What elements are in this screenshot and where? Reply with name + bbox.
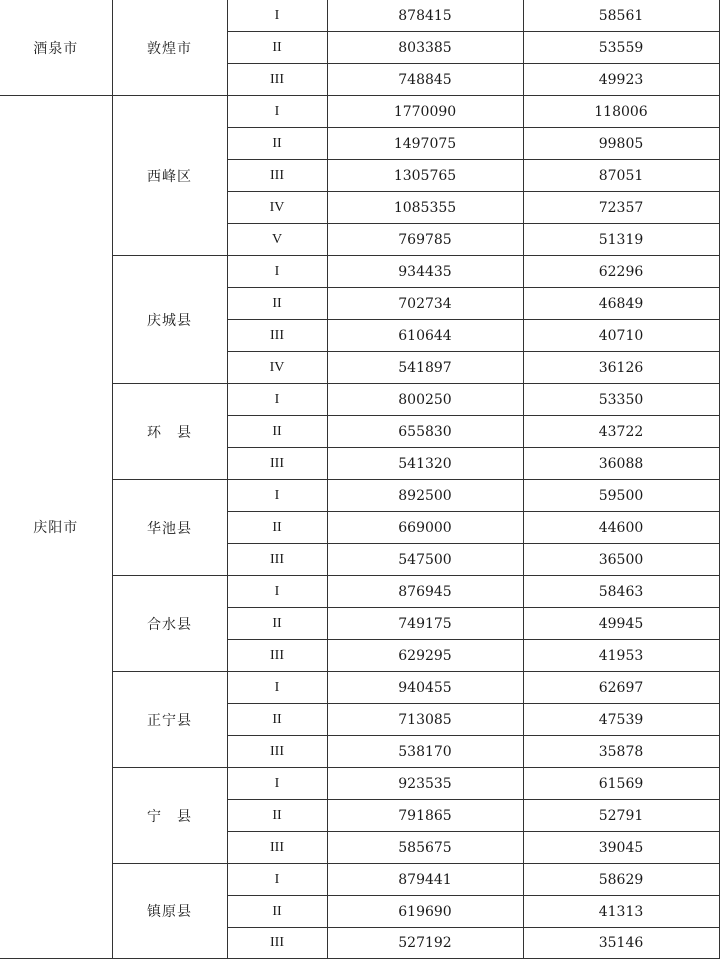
unit-value-cell: 62296 (523, 256, 719, 288)
grade-cell: III (227, 736, 327, 768)
unit-value-cell: 46849 (523, 288, 719, 320)
grade-cell: I (227, 256, 327, 288)
value-cell: 1305765 (327, 160, 523, 192)
grade-cell: I (227, 384, 327, 416)
county-cell: 镇原县 (112, 864, 227, 959)
grade-cell: IV (227, 352, 327, 384)
city-cell: 酒泉市 (0, 0, 112, 96)
value-cell: 1085355 (327, 192, 523, 224)
value-cell: 769785 (327, 224, 523, 256)
county-cell: 合水县 (112, 576, 227, 672)
grade-cell: II (227, 288, 327, 320)
value-cell: 702734 (327, 288, 523, 320)
unit-value-cell: 53350 (523, 384, 719, 416)
unit-value-cell: 51319 (523, 224, 719, 256)
unit-value-cell: 72357 (523, 192, 719, 224)
value-cell: 610644 (327, 320, 523, 352)
grade-cell: II (227, 416, 327, 448)
unit-value-cell: 43722 (523, 416, 719, 448)
grade-cell: II (227, 32, 327, 64)
value-cell: 803385 (327, 32, 523, 64)
grade-cell: III (227, 928, 327, 959)
county-cell: 宁 县 (112, 768, 227, 864)
unit-value-cell: 41313 (523, 896, 719, 928)
county-cell: 华池县 (112, 480, 227, 576)
value-cell: 629295 (327, 640, 523, 672)
value-cell: 541320 (327, 448, 523, 480)
grade-cell: I (227, 672, 327, 704)
unit-value-cell: 41953 (523, 640, 719, 672)
value-cell: 547500 (327, 544, 523, 576)
grade-cell: I (227, 768, 327, 800)
grade-cell: II (227, 704, 327, 736)
value-cell: 669000 (327, 512, 523, 544)
grade-cell: I (227, 864, 327, 896)
value-cell: 800250 (327, 384, 523, 416)
unit-value-cell: 58463 (523, 576, 719, 608)
grade-cell: III (227, 64, 327, 96)
value-cell: 940455 (327, 672, 523, 704)
value-cell: 619690 (327, 896, 523, 928)
grade-cell: III (227, 640, 327, 672)
value-cell: 1770090 (327, 96, 523, 128)
table-row (0, 0, 719, 32)
county-cell: 庆城县 (112, 256, 227, 384)
value-cell: 748845 (327, 64, 523, 96)
unit-value-cell: 35878 (523, 736, 719, 768)
unit-value-cell: 53559 (523, 32, 719, 64)
grade-cell: II (227, 512, 327, 544)
value-cell: 892500 (327, 480, 523, 512)
unit-value-cell: 87051 (523, 160, 719, 192)
grade-cell: III (227, 160, 327, 192)
unit-value-cell: 99805 (523, 128, 719, 160)
grade-cell: III (227, 832, 327, 864)
grade-cell: III (227, 320, 327, 352)
value-cell: 934435 (327, 256, 523, 288)
grade-cell: I (227, 96, 327, 128)
unit-value-cell: 49923 (523, 64, 719, 96)
unit-value-cell: 118006 (523, 96, 719, 128)
value-cell: 655830 (327, 416, 523, 448)
grade-cell: I (227, 480, 327, 512)
unit-value-cell: 61569 (523, 768, 719, 800)
value-cell: 876945 (327, 576, 523, 608)
unit-value-cell: 49945 (523, 608, 719, 640)
value-cell: 1497075 (327, 128, 523, 160)
unit-value-cell: 44600 (523, 512, 719, 544)
unit-value-cell: 59500 (523, 480, 719, 512)
grade-cell: II (227, 800, 327, 832)
grade-cell: I (227, 576, 327, 608)
table-row (0, 96, 719, 128)
value-cell: 878415 (327, 0, 523, 32)
value-cell: 879441 (327, 864, 523, 896)
grade-cell: III (227, 448, 327, 480)
unit-value-cell: 36088 (523, 448, 719, 480)
grade-cell: I (227, 0, 327, 32)
grade-cell: II (227, 608, 327, 640)
grade-cell: IV (227, 192, 327, 224)
grade-cell: II (227, 896, 327, 928)
unit-value-cell: 62697 (523, 672, 719, 704)
value-cell: 923535 (327, 768, 523, 800)
unit-value-cell: 39045 (523, 832, 719, 864)
county-cell: 敦煌市 (112, 0, 227, 96)
grade-cell: III (227, 544, 327, 576)
unit-value-cell: 58561 (523, 0, 719, 32)
value-cell: 791865 (327, 800, 523, 832)
unit-value-cell: 36500 (523, 544, 719, 576)
grade-cell: II (227, 128, 327, 160)
value-cell: 538170 (327, 736, 523, 768)
value-cell: 527192 (327, 928, 523, 959)
unit-value-cell: 47539 (523, 704, 719, 736)
value-cell: 585675 (327, 832, 523, 864)
county-cell: 环 县 (112, 384, 227, 480)
unit-value-cell: 58629 (523, 864, 719, 896)
grade-cell: V (227, 224, 327, 256)
unit-value-cell: 36126 (523, 352, 719, 384)
county-cell: 西峰区 (112, 96, 227, 256)
value-cell: 713085 (327, 704, 523, 736)
unit-value-cell: 40710 (523, 320, 719, 352)
county-cell: 正宁县 (112, 672, 227, 768)
value-cell: 749175 (327, 608, 523, 640)
unit-value-cell: 52791 (523, 800, 719, 832)
unit-value-cell: 35146 (523, 928, 719, 959)
value-cell: 541897 (327, 352, 523, 384)
city-cell: 庆阳市 (0, 96, 112, 959)
